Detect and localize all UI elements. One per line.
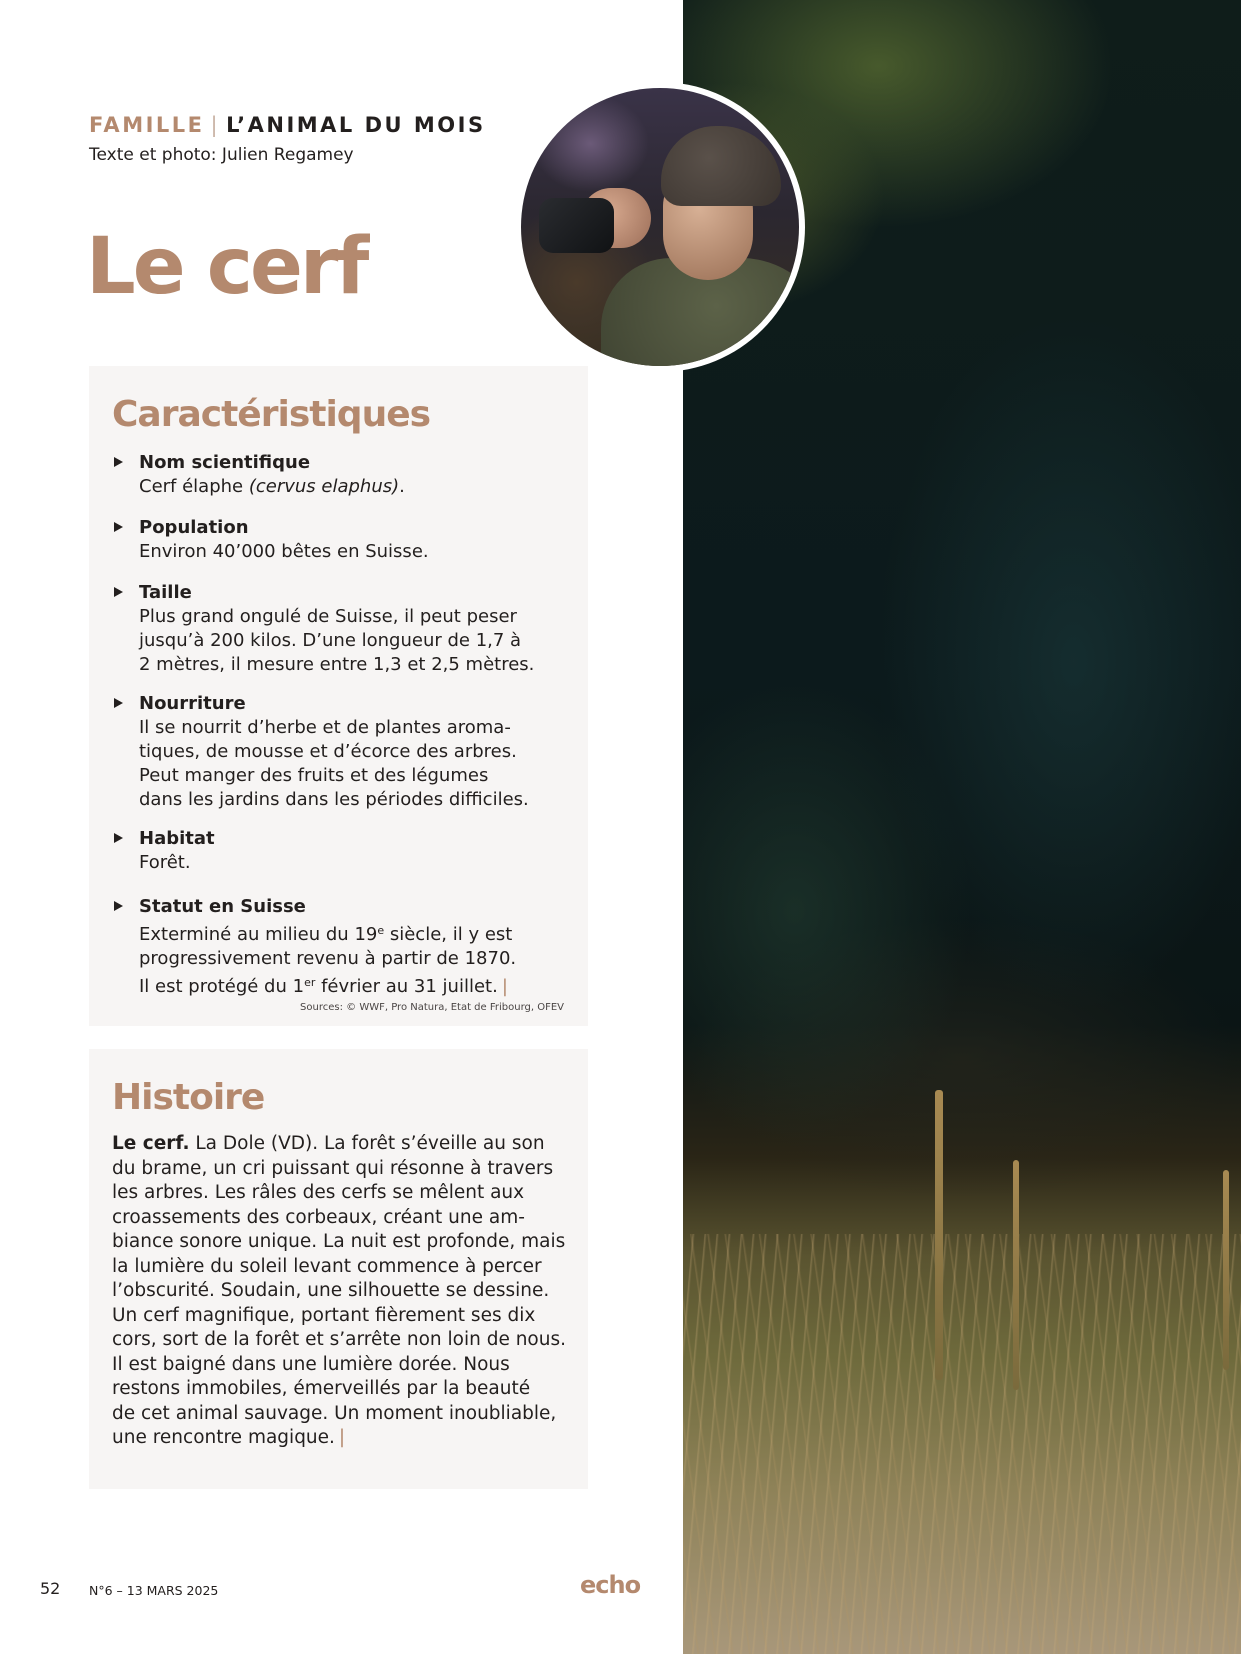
story-heading: Histoire bbox=[112, 1077, 265, 1118]
portrait-photo bbox=[521, 88, 799, 366]
end-mark: | bbox=[338, 1427, 346, 1448]
item-label: Nourriture bbox=[139, 693, 246, 714]
story-lead: Le cerf. bbox=[112, 1133, 190, 1154]
item-label: Statut en Suisse bbox=[139, 896, 306, 917]
echo-logo: echo bbox=[580, 1571, 641, 1599]
characteristics-list bbox=[112, 451, 564, 999]
binoculars bbox=[539, 198, 614, 253]
story-text: Le cerf. La Dole (VD). La forêt s’éveille au son du brame, un cri puissant qui résonne à travers les arbres. Les râles des cerfs se mêlent aux croassements des corbeaux, créant une am- biance sonore unique. La nuit est profonde, mais la lumière du soleil levant commence à percer l’obscurité. Soudain, une silhouette se dessine. Un cerf magnifique, portant fièrement ses dix cors, sort de la forêt et s’arrête non loin de nous. Il est baigné dans une lumière dorée. Nous restons immobiles, émerveillés par la beauté de cet animal sauvage. Un moment inoubliable, une rencontre magique. | bbox=[112, 1133, 566, 1448]
item-text: Forêt. bbox=[139, 852, 191, 873]
column-name: L’ANIMAL DU MOIS bbox=[226, 113, 486, 137]
grass-stem bbox=[1223, 1170, 1229, 1370]
item-text: Plus grand ongulé de Suisse, il peut peser jusqu’à 200 kilos. D’une longueur de 1,7 à 2 mètres, il mesure entre 1,3 et 2,5 mètres. bbox=[139, 606, 535, 675]
triangle-bullet-icon bbox=[114, 833, 123, 843]
item-label: Population bbox=[139, 517, 249, 538]
list-item bbox=[112, 581, 564, 677]
item-label: Habitat bbox=[139, 828, 215, 849]
section-name: FAMILLE bbox=[89, 113, 205, 137]
end-mark: | bbox=[501, 976, 508, 997]
story-box bbox=[89, 1049, 588, 1489]
grass-stem bbox=[935, 1090, 943, 1380]
list-item bbox=[112, 692, 564, 812]
list-item bbox=[112, 895, 564, 999]
characteristics-heading: Caractéristiques bbox=[112, 394, 431, 435]
section-kicker bbox=[89, 113, 486, 137]
triangle-bullet-icon bbox=[114, 457, 123, 467]
item-text: Environ 40’000 bêtes en Suisse. bbox=[139, 541, 429, 562]
item-label: Nom scientifique bbox=[139, 452, 311, 473]
item-text: Il se nourrit d’herbe et de plantes aroma- tiques, de mousse et d’écorce des arbres. Peut manger des fruits et des légumes dans les jardins dans les périodes difficiles. bbox=[139, 717, 529, 810]
triangle-bullet-icon bbox=[114, 901, 123, 911]
list-item bbox=[112, 451, 564, 499]
triangle-bullet-icon bbox=[114, 587, 123, 597]
item-text: Exterminé au milieu du 19e siècle, il y est progressivement revenu à partir de 1870. Il est protégé du 1er février au 31 juillet. | bbox=[139, 924, 517, 997]
scientific-name: (cervus elaphus) bbox=[248, 476, 400, 497]
author-portrait bbox=[515, 82, 805, 372]
sources-credit: Sources: © WWF, Pro Natura, Etat de Fribourg, OFEV bbox=[300, 1002, 564, 1013]
portrait-beanie bbox=[661, 126, 781, 206]
list-item bbox=[112, 516, 564, 564]
kicker-separator: | bbox=[210, 113, 221, 137]
triangle-bullet-icon bbox=[114, 698, 123, 708]
item-text: Cerf élaphe (cervus elaphus). bbox=[139, 476, 405, 497]
list-item bbox=[112, 827, 564, 875]
item-label: Taille bbox=[139, 582, 192, 603]
grass-stem bbox=[1013, 1160, 1019, 1390]
characteristics-box bbox=[89, 366, 588, 1026]
byline: Texte et photo: Julien Regamey bbox=[89, 145, 354, 165]
grass-foreground bbox=[683, 1234, 1241, 1654]
triangle-bullet-icon bbox=[114, 522, 123, 532]
page-title: Le cerf bbox=[86, 222, 367, 312]
issue-date: N°6 – 13 MARS 2025 bbox=[89, 1583, 219, 1598]
page-number: 52 bbox=[40, 1579, 61, 1598]
